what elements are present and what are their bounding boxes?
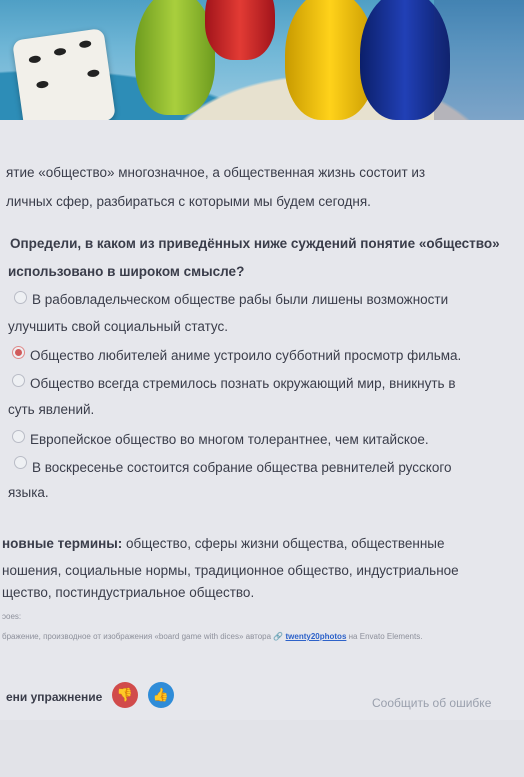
option-4-line-1[interactable]: Европейское общество во многом толерантнее, чем китайское. [30,432,429,447]
source-suffix: на Envato Elements. [348,632,423,641]
question-line-1: Определи, в каком из приведённых ниже суждений понятие «общество» [10,236,500,251]
hero-image [0,0,524,120]
green-pawn [135,0,215,115]
thumbs-down-button[interactable] [112,682,138,708]
terms-text: общество, сферы жизни общества, общественные [122,536,445,551]
report-error-link[interactable]: Сообщить об ошибке [372,696,492,710]
exercise-rate-label: ени упражнение [6,690,103,704]
option-1-line-1[interactable]: В рабовладельческом обществе рабы были лишены возможности [32,292,449,307]
red-pawn [205,0,275,60]
intro-line-2: личных сфер, разбираться с которыми мы будем сегодня. [6,194,371,209]
terms-label: новные термины: [2,536,123,551]
terms-line-3: щество, постиндустриальное общество. [2,585,255,600]
option-radio-3[interactable] [12,374,25,387]
thumbs-up-button[interactable] [148,682,174,708]
thumbs-up-icon: 👍 [152,687,170,702]
option-radio-2[interactable] [12,346,25,359]
option-radio-4[interactable] [12,430,25,443]
author-link[interactable]: twenty20photos [285,632,347,641]
thumbs-down-icon: 👎 [116,687,134,702]
option-radio-1[interactable] [14,291,27,304]
option-3-line-2[interactable]: суть явлений. [8,402,95,417]
option-3-line-1[interactable]: Общество всегда стремилось познать окружающий мир, вникнуть в [30,376,456,391]
terms-line-2: ношения, социальные нормы, традиционное общество, индустриальное [2,563,459,578]
option-2-line-1[interactable]: Общество любителей аниме устроило субботний просмотр фильма. [30,348,462,363]
option-1-line-2[interactable]: улучшить свой социальный статус. [8,319,229,334]
question-line-2: использовано в широком смысле? [8,264,245,279]
source-text: бражение, производное от изображения «board game with dices» автора [2,632,272,641]
option-radio-5[interactable] [14,456,27,469]
intro-line-1: ятие «общество» многозначное, а общественная жизнь состоит из [6,165,426,180]
link-icon: 🔗 [273,632,284,641]
source-label: ↄоеs: [2,612,22,621]
bottom-area [0,720,524,777]
option-5-line-2[interactable]: языка. [8,485,49,500]
dice-image [12,28,116,120]
terms-line-1 [2,536,445,551]
hero-shade [434,0,524,120]
source-line [2,632,422,641]
option-5-line-1[interactable]: В воскресенье состоится собрание общества ревнителей русского [32,460,452,475]
